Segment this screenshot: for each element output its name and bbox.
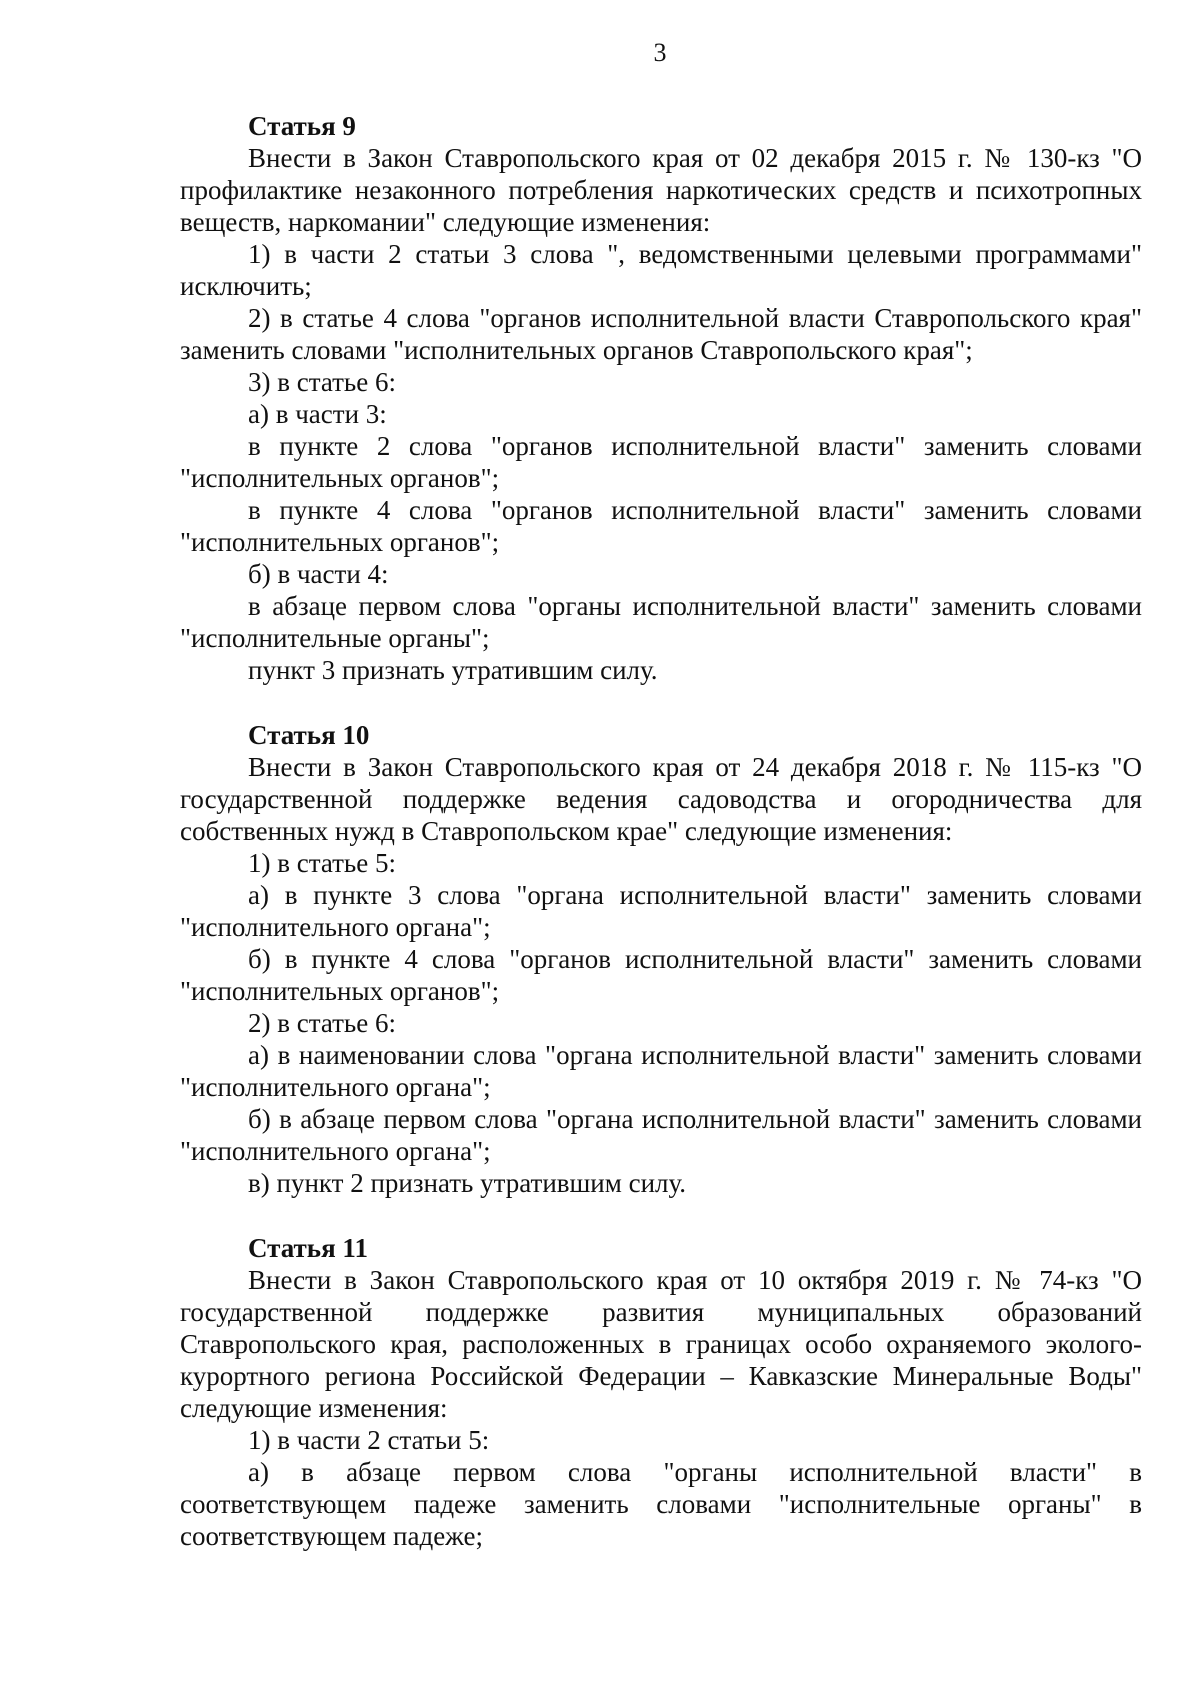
paragraph: б) в части 4: <box>248 559 389 589</box>
paragraph: в пункте 4 слова "органов исполнительной власти" заменить словами "исполнительных органов"; <box>180 495 1142 557</box>
paragraph: Внести в Закон Ставропольского края от 24 декабря 2018 г. № 115-кз "О государственной поддержке ведения садоводства и огородничества для собственных нужд в Ставропольском крае" следующие изменения: <box>180 752 1142 846</box>
paragraph: а) в наименовании слова "органа исполнительной власти" заменить словами "исполнительного органа"; <box>180 1040 1142 1102</box>
paragraph: в абзаце первом слова "органы исполнительной власти" заменить словами "исполнительные органы"; <box>180 591 1142 653</box>
paragraph: 1) в статье 5: <box>248 848 396 878</box>
paragraph: 1) в части 2 статьи 3 слова ", ведомственными целевыми программами" исключить; <box>180 239 1142 301</box>
article-title: Статья 10 <box>248 720 370 750</box>
paragraph: а) в абзаце первом слова "органы исполнительной власти" в соответствующем падеже заменить словами "исполнительные органы" в соответствующем падеже; <box>180 1457 1142 1551</box>
article-10 <box>180 719 1142 1199</box>
paragraph: в) пункт 2 признать утратившим силу. <box>248 1168 687 1198</box>
paragraph: б) в пункте 4 слова "органов исполнительной власти" заменить словами "исполнительных органов"; <box>180 944 1142 1006</box>
paragraph: 1) в части 2 статьи 5: <box>248 1425 490 1455</box>
paragraph: 2) в статье 6: <box>248 1008 396 1038</box>
paragraph: 3) в статье 6: <box>248 367 396 397</box>
page-number: 3 <box>653 38 667 67</box>
document-body <box>180 110 1142 1552</box>
article-title: Статья 9 <box>248 111 356 141</box>
article-9 <box>180 110 1142 686</box>
paragraph: в пункте 2 слова "органов исполнительной власти" заменить словами "исполнительных органов"; <box>180 431 1142 493</box>
paragraph: 2) в статье 4 слова "органов исполнительной власти Ставропольского края" заменить словами "исполнительных органов Ставропольского края"; <box>180 303 1142 365</box>
paragraph: пункт 3 признать утратившим силу. <box>248 655 658 685</box>
article-title: Статья 11 <box>248 1233 368 1263</box>
article-11 <box>180 1232 1142 1552</box>
paragraph: б) в абзаце первом слова "органа исполнительной власти" заменить словами "исполнительного органа"; <box>180 1104 1142 1166</box>
paragraph: Внести в Закон Ставропольского края от 02 декабря 2015 г. № 130-кз "О профилактике незаконного потребления наркотических средств и психотропных веществ, наркомании" следующие изменения: <box>180 143 1142 237</box>
paragraph: а) в пункте 3 слова "органа исполнительной власти" заменить словами "исполнительного органа"; <box>180 880 1142 942</box>
paragraph: Внести в Закон Ставропольского края от 10 октября 2019 г. № 74-кз "О государственной поддержке развития муниципальных образований Ставропольского края, расположенных в границах особо охраняемого эколого-курортного региона Российской Федерации – Кавказские Минеральные Воды" следующие изменения: <box>180 1265 1142 1423</box>
paragraph: а) в части 3: <box>248 399 387 429</box>
